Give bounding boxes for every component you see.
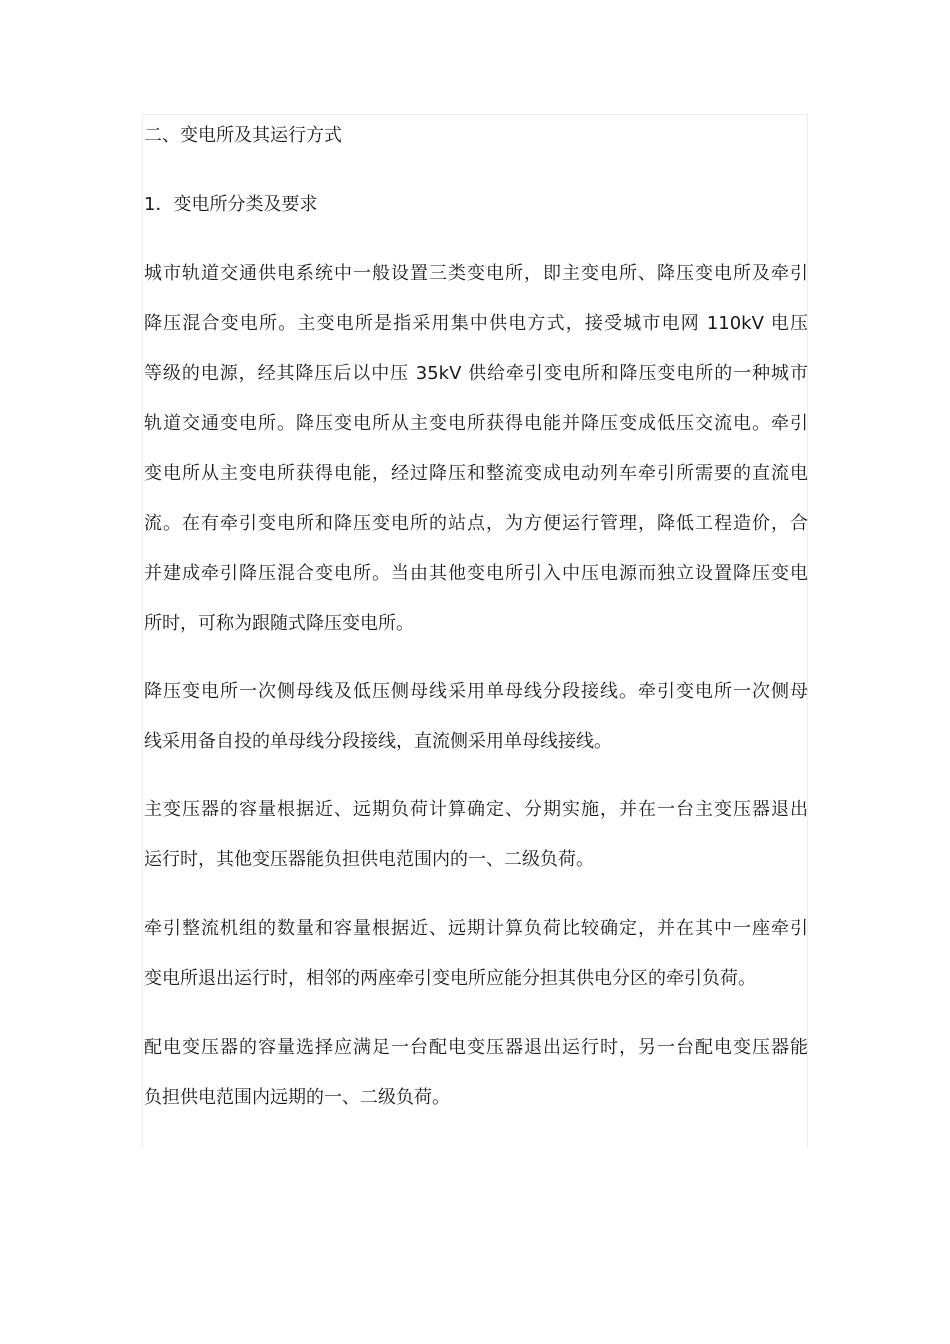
paragraph-line: 线采用备自投的单母线分段接线，直流侧采用单母线接线。 <box>144 731 612 752</box>
paragraph-line: 降压变电所一次侧母线及低压侧母线采用单母线分段接线。牵引变电所一次侧母 <box>144 681 808 702</box>
paragraph-main-transformer <box>144 798 808 898</box>
section-title: 二、变电所及其运行方式 <box>144 125 342 146</box>
paragraph-line: 等级的电源，经其降压后以中压 35kV 供给牵引变电所和降压变电所的一种城市 <box>144 363 808 384</box>
paragraph-line: 负担供电范围内远期的一、二级负荷。 <box>144 1087 450 1108</box>
paragraph-line: 主变压器的容量根据近、远期负荷计算确定、分期实施，并在一台主变压器退出 <box>144 799 808 820</box>
paragraph-distribution-transformer <box>144 1036 808 1136</box>
paragraph-line: 所时，可称为跟随式降压变电所。 <box>144 613 414 634</box>
paragraph-rectifier-units <box>144 917 808 1017</box>
paragraph-line: 流。在有牵引变电所和降压变电所的站点，为方便运行管理，降低工程造价，合 <box>144 513 808 534</box>
paragraph-substation-types <box>144 262 808 662</box>
paragraph-line: 轨道交通变电所。降压变电所从主变电所获得电能并降压变成低压交流电。牵引 <box>144 413 808 434</box>
paragraph-busbar-wiring <box>144 680 808 780</box>
paragraph-line: 牵引整流机组的数量和容量根据近、远期计算负荷比较确定，并在其中一座牵引 <box>144 918 808 939</box>
paragraph-line: 运行时，其他变压器能负担供电范围内的一、二级负荷。 <box>144 849 594 870</box>
paragraph-line: 变电所退出运行时，相邻的两座牵引变电所应能分担其供电分区的牵引负荷。 <box>144 968 756 989</box>
subsection-title: 1．变电所分类及要求 <box>144 194 318 215</box>
paragraph-line: 降压混合变电所。主变电所是指采用集中供电方式，接受城市电网 110kV 电压 <box>144 313 808 334</box>
paragraph-line: 配电变压器的容量选择应满足一台配电变压器退出运行时，另一台配电变压器能 <box>144 1037 808 1058</box>
paragraph-line: 变电所从主变电所获得电能，经过降压和整流变成电动列车牵引所需要的直流电 <box>144 463 808 484</box>
paragraph-line: 城市轨道交通供电系统中一般设置三类变电所，即主变电所、降压变电所及牵引 <box>144 263 808 284</box>
paragraph-line: 并建成牵引降压混合变电所。当由其他变电所引入中压电源而独立设置降压变电 <box>144 563 808 584</box>
